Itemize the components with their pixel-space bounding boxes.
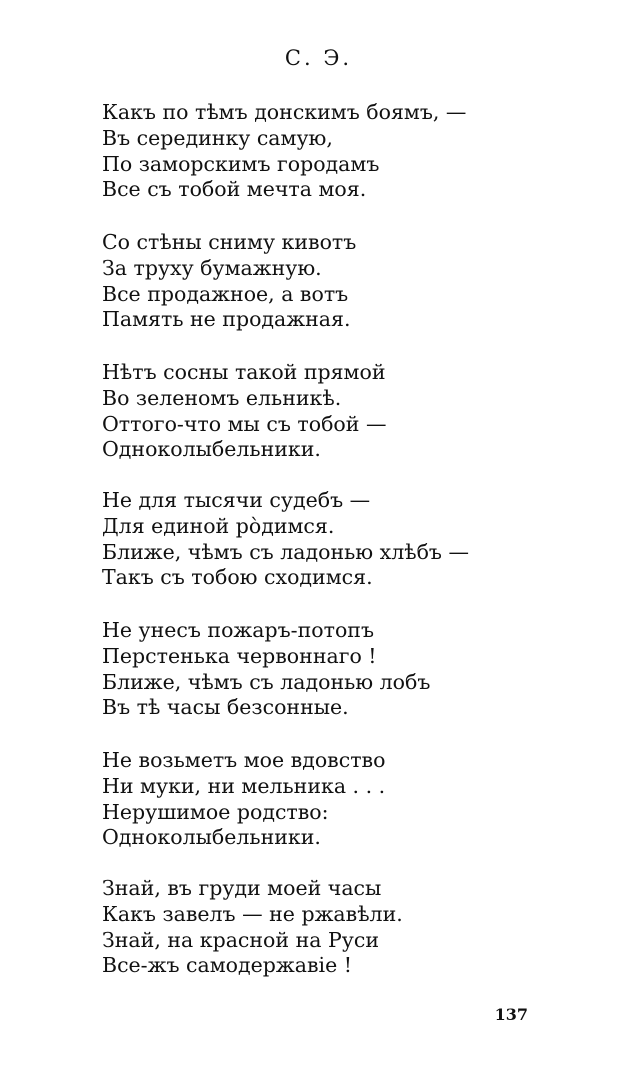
poem-line: Ближе, чѣмъ съ ладонью лобъ	[102, 669, 431, 694]
poem-line: Въ тѣ часы безсонные.	[102, 695, 349, 720]
poem-line: Не для тысячи судебъ —	[102, 488, 371, 512]
poem-title: С. Э.	[284, 46, 353, 70]
poem-line: Нѣтъ сосны такой прямой	[102, 360, 386, 384]
poem-line: Ближе, чѣмъ съ ладонью хлѣбъ —	[102, 539, 469, 564]
poem-line: Все продажное, а вотъ	[102, 281, 349, 306]
poem-line: Одноколыбельники.	[102, 825, 321, 850]
poem-line: Одноколыбельники.	[102, 437, 321, 462]
poem-line: Не унесъ пожаръ-потопъ	[102, 618, 374, 642]
poem-line: Со стѣны сниму кивотъ	[102, 230, 357, 254]
poem-line: Перстенька червоннаго !	[102, 643, 377, 668]
poem-line: Ни муки, ни мельника . . .	[102, 773, 386, 798]
poem-line: По заморскимъ городамъ	[102, 151, 380, 176]
poem-line: Какъ завелъ — не ржавѣли.	[102, 901, 403, 926]
poem-line: Для единой ро̀димся.	[102, 513, 335, 538]
poem-line: Знай, въ груди моей часы	[102, 876, 382, 900]
poem-line: Знай, на красной на Руси	[102, 927, 379, 952]
poem-line: Все-жъ самодержавiе !	[102, 953, 352, 978]
poem-line: Не возьметъ мое вдовство	[102, 748, 386, 772]
poem-line: Нерушимое родство:	[102, 799, 329, 824]
poem-line: Все съ тобой мечта моя.	[102, 177, 367, 202]
stanza-5	[102, 618, 572, 721]
page-number: 137	[494, 1005, 528, 1024]
stanza-3	[102, 360, 572, 463]
poem-line: За труху бумажную.	[102, 255, 322, 280]
stanza-2	[102, 230, 572, 333]
poem-line: Память не продажная.	[102, 307, 351, 332]
stanza-4	[102, 488, 572, 591]
poem-line: Какъ по тѣмъ донскимъ боямъ, —	[102, 100, 467, 124]
poem-line: Оттого-что мы съ тобой —	[102, 411, 387, 436]
stanza-6	[102, 748, 572, 851]
poem-line: Такъ съ тобою сходимся.	[102, 565, 373, 590]
stanza-7	[102, 876, 572, 979]
poem-line: Во зеленомъ ельникѣ.	[102, 385, 342, 410]
poem-line: Въ серединку самую,	[102, 125, 333, 150]
stanza-1	[102, 100, 572, 203]
